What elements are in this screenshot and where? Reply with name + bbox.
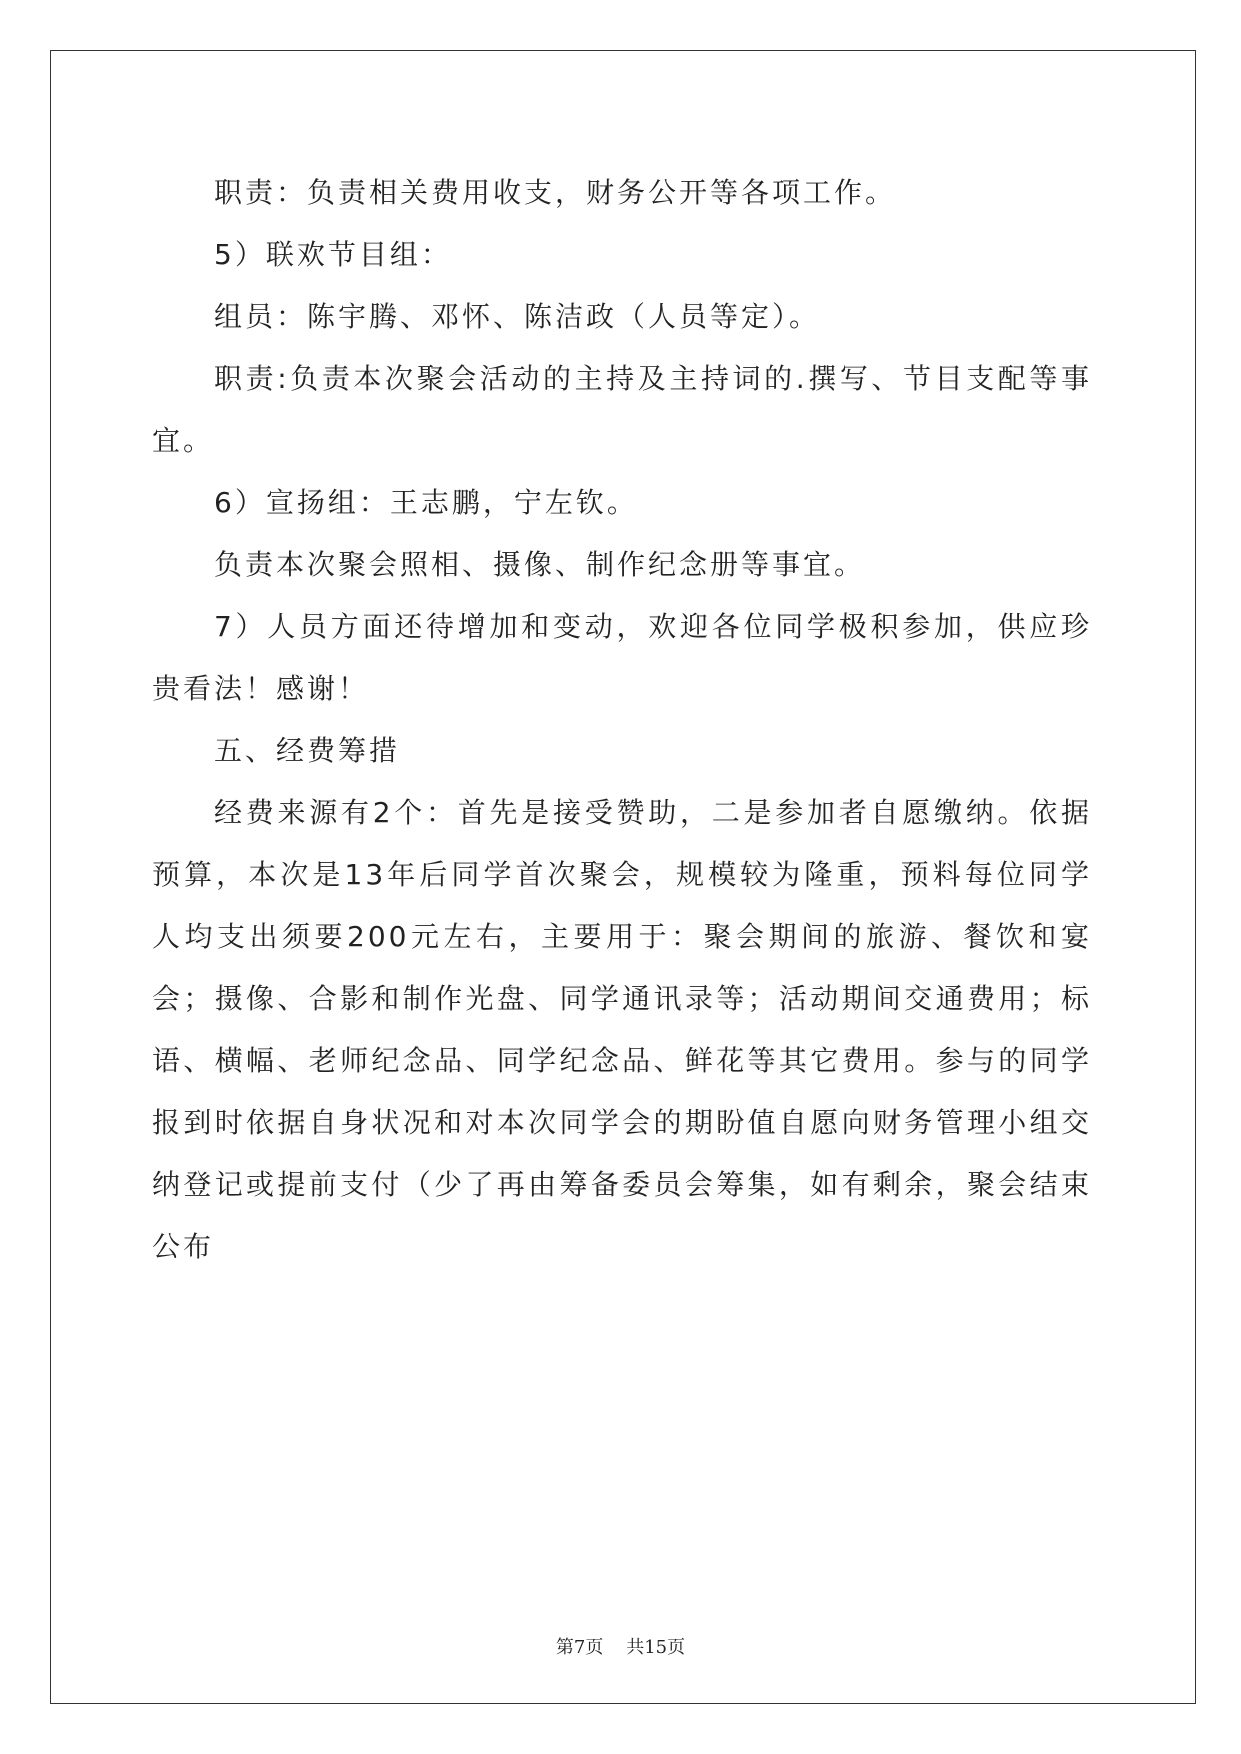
- page-total: 共15页: [626, 1637, 686, 1658]
- page-footer: [0, 1633, 1241, 1659]
- paragraph-staff-changes: 7）人员方面还待增加和变动，欢迎各位同学极积参加，供应珍贵看法！感谢！: [152, 610, 1092, 705]
- paragraph-funding-details: 经费来源有2个：首先是接受赞助，二是参加者自愿缴纳。依据预算，本次是13年后同学首次聚会，规模较为隆重，预料每位同学人均支出须要200元左右，主要用于：聚会期间的旅游、餐饮和宴会；摄像、合影和制作光盘、同学通讯录等；活动期间交通费用；标语、横幅、老师纪念品、同学纪念品、鲜花等其它费用。参与的同学报到时依据自身状况和对本次同学会的期盼值自愿向财务管理小组交纳登记或提前支付（少了再由筹备委员会筹集，如有剩余，聚会结束公布: [152, 796, 1092, 1263]
- page-number: 第7页: [555, 1637, 604, 1658]
- document-body: [152, 162, 1092, 1278]
- paragraph-finance-duty: 职责：负责相关费用收支，财务公开等各项工作。: [214, 176, 897, 209]
- paragraph-program-group-heading: 5）联欢节目组：: [214, 238, 452, 271]
- paragraph-publicity-duty: 负责本次聚会照相、摄像、制作纪念册等事宜。: [214, 548, 866, 581]
- paragraph-program-group-duty: 职责:负责本次聚会活动的主持及主持词的.撰写、节目支配等事宜。: [152, 362, 1092, 457]
- section-heading-funding: 五、经费筹措: [214, 734, 401, 767]
- paragraph-program-group-members: 组员：陈宇腾、邓怀、陈洁政（人员等定）。: [214, 300, 821, 333]
- paragraph-publicity-group: 6）宣扬组：王志鹏，宁左钦。: [214, 486, 638, 519]
